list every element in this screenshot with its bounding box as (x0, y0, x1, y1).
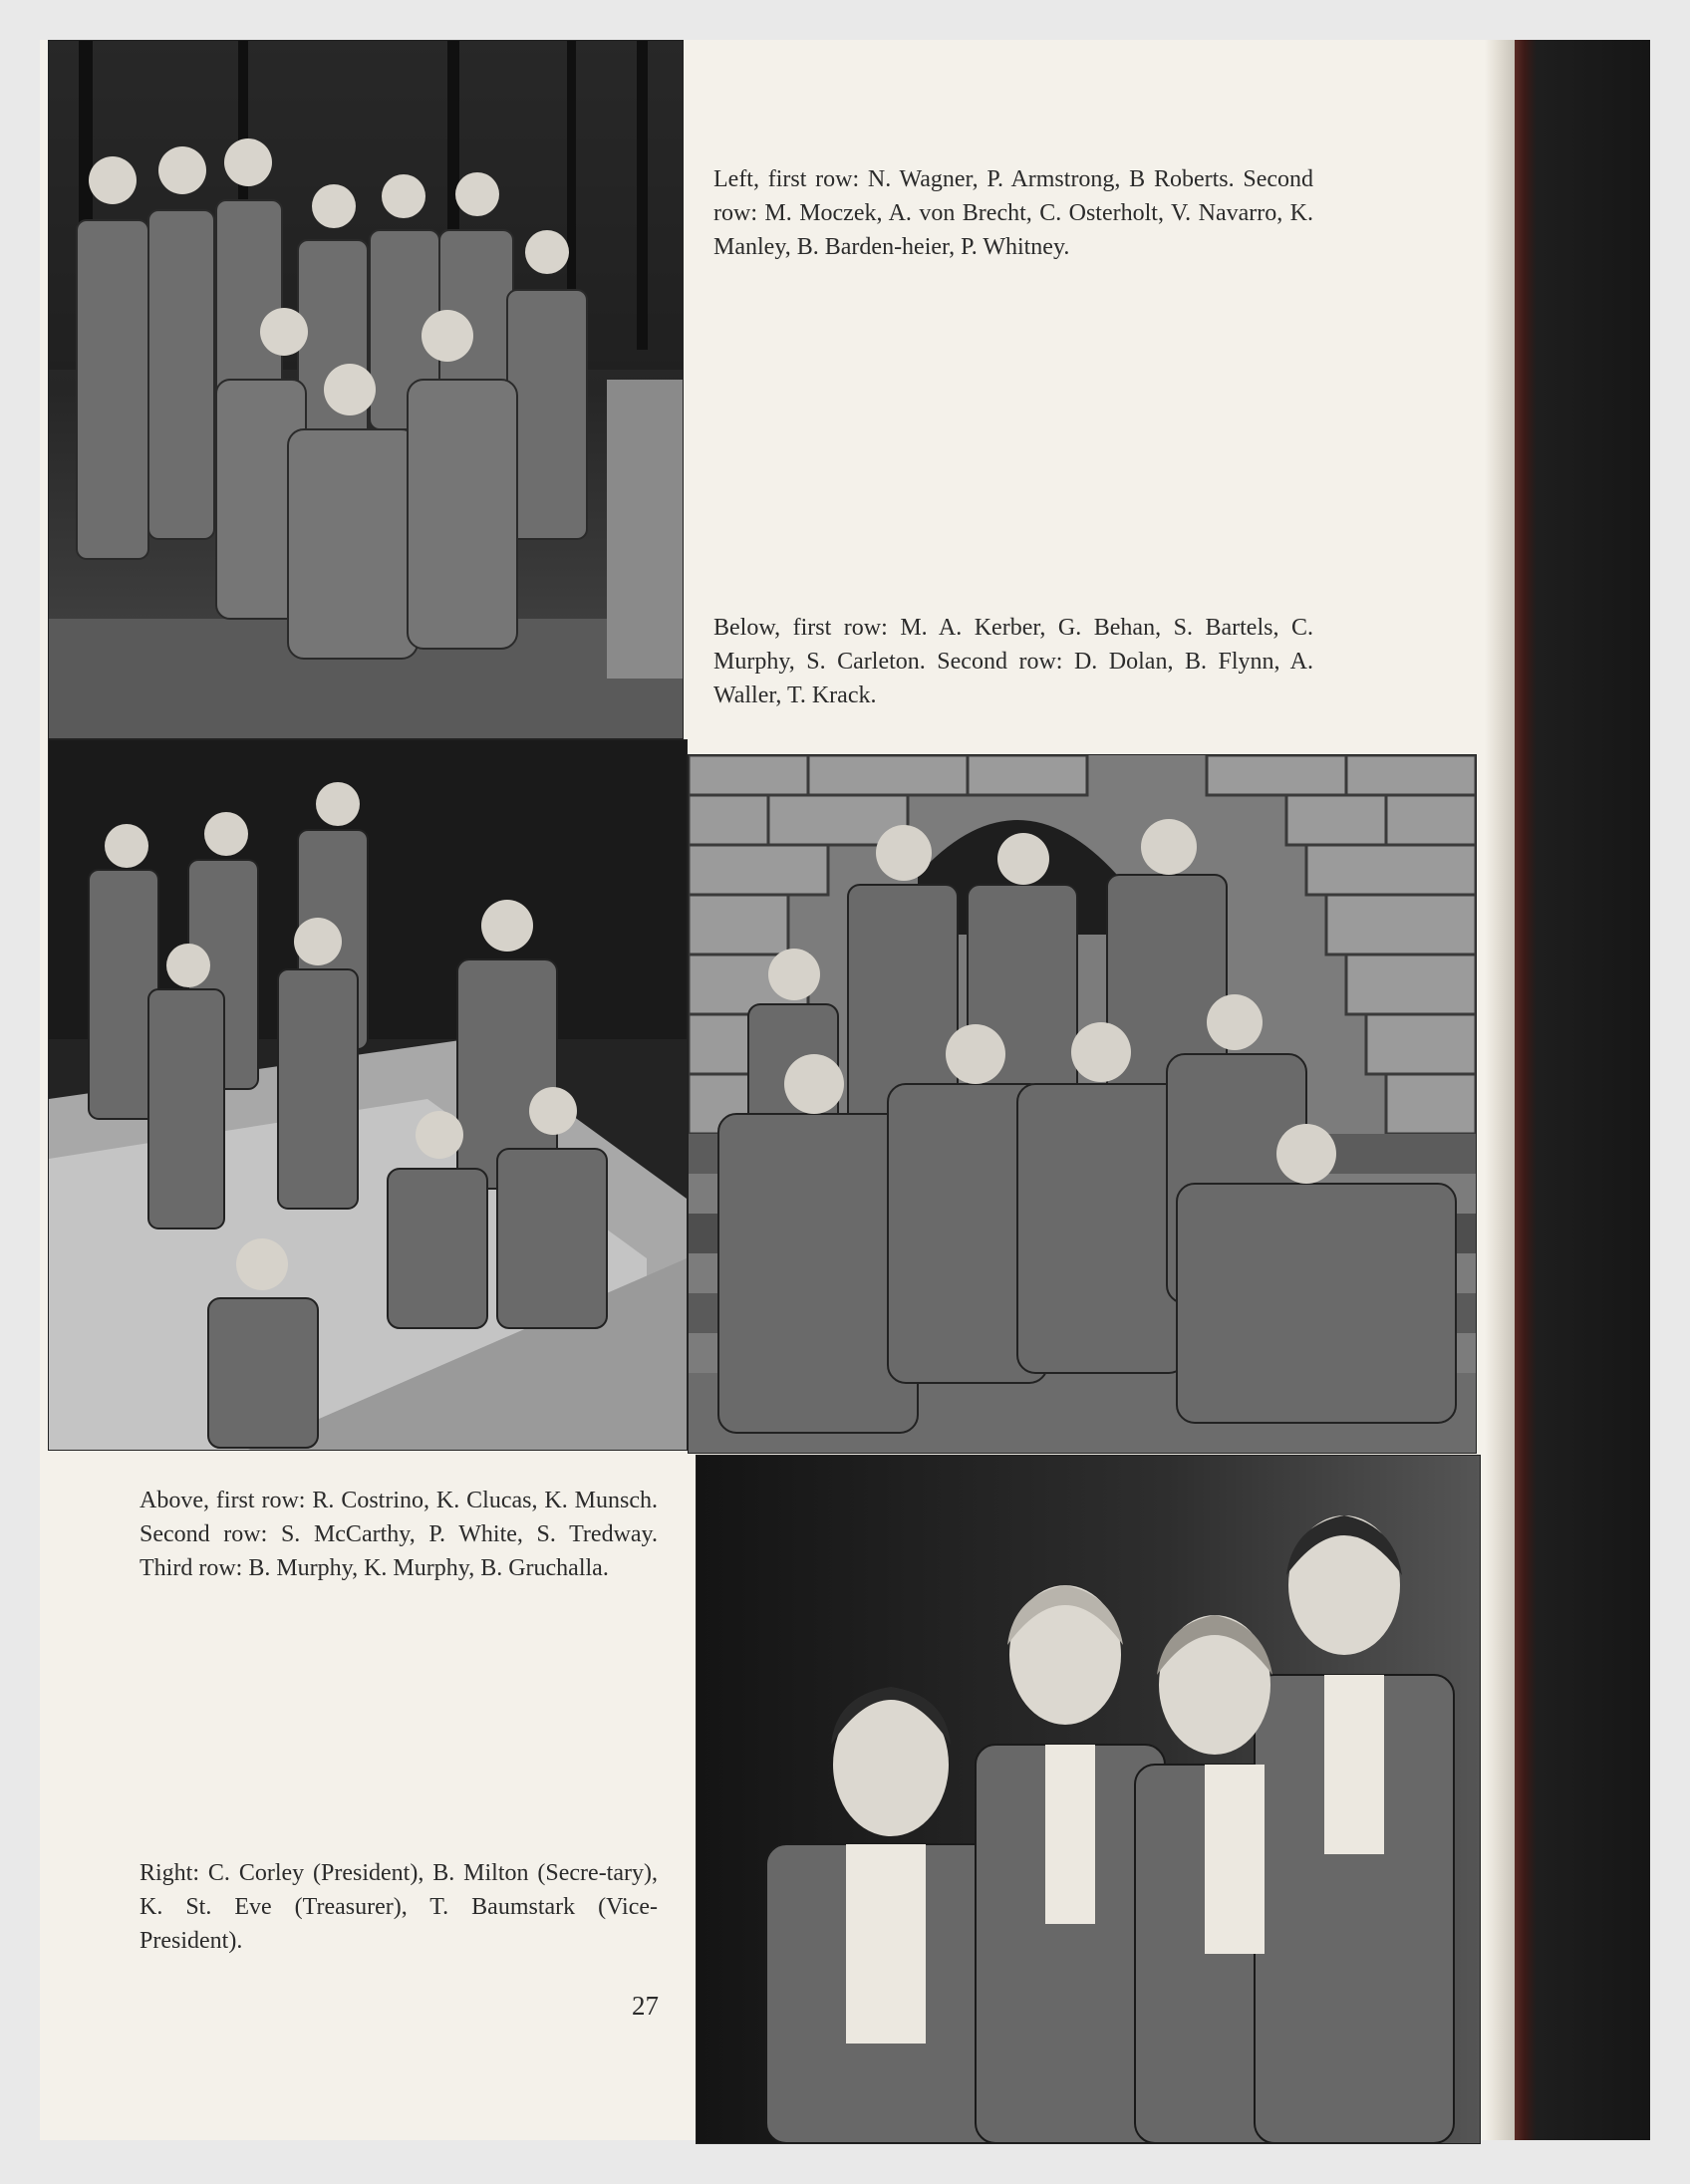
caption-below-text: Below, first row: M. A. Kerber, G. Behan, S. Bartels, C. Murphy, S. Carleton. Second row: D. Dolan, B. Flynn, A. Waller, T. Krack. (713, 615, 1313, 708)
steps-group-photo-icon (49, 740, 687, 1450)
caption-left (713, 162, 1313, 264)
page-gutter (1485, 40, 1515, 2140)
group-photo-above (48, 739, 688, 1451)
officers-photo-right (696, 1455, 1481, 2144)
group-photo-below (688, 754, 1477, 1454)
page-number: 27 (632, 1991, 659, 2021)
officers-portrait-photo-icon (697, 1456, 1480, 2143)
caption-left-text: Left, first row: N. Wagner, P. Armstrong, B Roberts. Second row: M. Moczek, A. von Brecht, C. Osterholt, V. Navarro, K. Manley, B. Barden-heier, P. Whitney. (713, 166, 1313, 260)
group-photo-left (48, 40, 684, 739)
caption-right (140, 1856, 658, 1958)
book-cover-edge (1515, 40, 1650, 2140)
stone-wall-group-photo-icon (689, 755, 1476, 1453)
caption-right-text: Right: C. Corley (President), B. Milton (Secre-tary), K. St. Eve (Treasurer), T. Baumstark (Vice-President). (140, 1860, 658, 1954)
caption-below (713, 611, 1313, 712)
caption-above (140, 1484, 658, 1585)
outdoor-group-photo-icon (49, 41, 683, 738)
caption-above-text: Above, first row: R. Costrino, K. Clucas, K. Munsch. Second row: S. McCarthy, P. White, S. Tredway. Third row: B. Murphy, K. Murphy, B. Gruchalla. (140, 1488, 658, 1581)
